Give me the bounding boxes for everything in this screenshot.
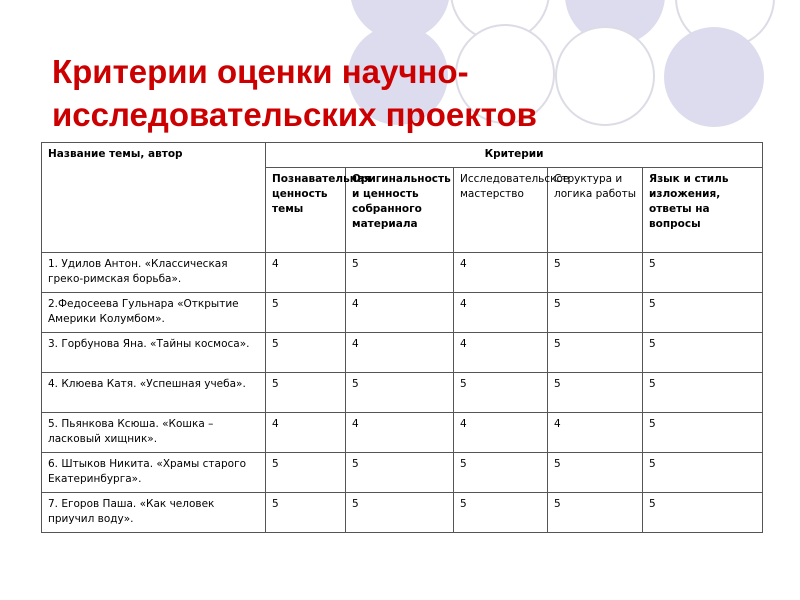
score-cell: 5	[548, 373, 643, 413]
score-cell: 4	[548, 413, 643, 453]
table-row	[42, 373, 763, 413]
score-cell: 4	[454, 293, 548, 333]
score-cell: 5	[346, 493, 454, 533]
score-cell: 5	[643, 453, 763, 493]
score-cell: 5	[548, 333, 643, 373]
score-cell: 5	[346, 373, 454, 413]
criterion-header: Познавательная ценность темы	[266, 168, 346, 253]
score-cell: 5	[548, 253, 643, 293]
score-cell: 5	[266, 453, 346, 493]
table-row	[42, 293, 763, 333]
topic-cell: 2.Федосеева Гульнара «Открытие Америки Колумбом».	[42, 293, 266, 333]
table-header-row	[42, 143, 763, 168]
criteria-table	[41, 142, 763, 533]
criterion-header: Оригинальность и ценность собранного материала	[346, 168, 454, 253]
score-cell: 5	[454, 493, 548, 533]
score-cell: 5	[548, 493, 643, 533]
score-cell: 5	[643, 493, 763, 533]
topic-column-header: Название темы, автор	[42, 143, 266, 253]
score-cell: 5	[548, 453, 643, 493]
score-cell: 5	[454, 453, 548, 493]
score-cell: 4	[346, 333, 454, 373]
table-row	[42, 333, 763, 373]
score-cell: 5	[266, 333, 346, 373]
score-cell: 4	[266, 253, 346, 293]
slide-title-line-1: Критерии оценки научно-	[52, 53, 469, 90]
topic-cell: 1. Удилов Антон. «Классическая греко-римская борьба».	[42, 253, 266, 293]
slide-title-line-2: исследовательских проектов	[52, 96, 537, 133]
table-row	[42, 453, 763, 493]
score-cell: 5	[643, 333, 763, 373]
score-cell: 4	[454, 413, 548, 453]
score-cell: 5	[454, 373, 548, 413]
score-cell: 5	[346, 253, 454, 293]
criterion-header: Язык и стиль изложения, ответы на вопросы	[643, 168, 763, 253]
score-cell: 5	[266, 293, 346, 333]
topic-cell: 3. Горбунова Яна. «Тайны космоса».	[42, 333, 266, 373]
topic-cell: 6. Штыков Никита. «Храмы старого Екатеринбурга».	[42, 453, 266, 493]
score-cell: 5	[643, 253, 763, 293]
score-cell: 5	[643, 413, 763, 453]
score-cell: 4	[346, 293, 454, 333]
topic-cell: 5. Пьянкова Ксюша. «Кошка – ласковый хищник».	[42, 413, 266, 453]
score-cell: 4	[266, 413, 346, 453]
table-row	[42, 493, 763, 533]
topic-cell: 4. Клюева Катя. «Успешная учеба».	[42, 373, 266, 413]
topic-cell: 7. Егоров Паша. «Как человек приучил воду».	[42, 493, 266, 533]
score-cell: 5	[548, 293, 643, 333]
score-cell: 5	[643, 373, 763, 413]
score-cell: 5	[643, 293, 763, 333]
criteria-group-header: Критерии	[266, 143, 763, 168]
score-cell: 5	[266, 493, 346, 533]
table-row	[42, 253, 763, 293]
score-cell: 4	[346, 413, 454, 453]
score-cell: 5	[346, 453, 454, 493]
criterion-header: Структура и логика работы	[548, 168, 643, 253]
criterion-header: Исследовательское мастерство	[454, 168, 548, 253]
score-cell: 5	[266, 373, 346, 413]
slide-title	[52, 50, 752, 136]
score-cell: 4	[454, 253, 548, 293]
table-row	[42, 413, 763, 453]
score-cell: 4	[454, 333, 548, 373]
